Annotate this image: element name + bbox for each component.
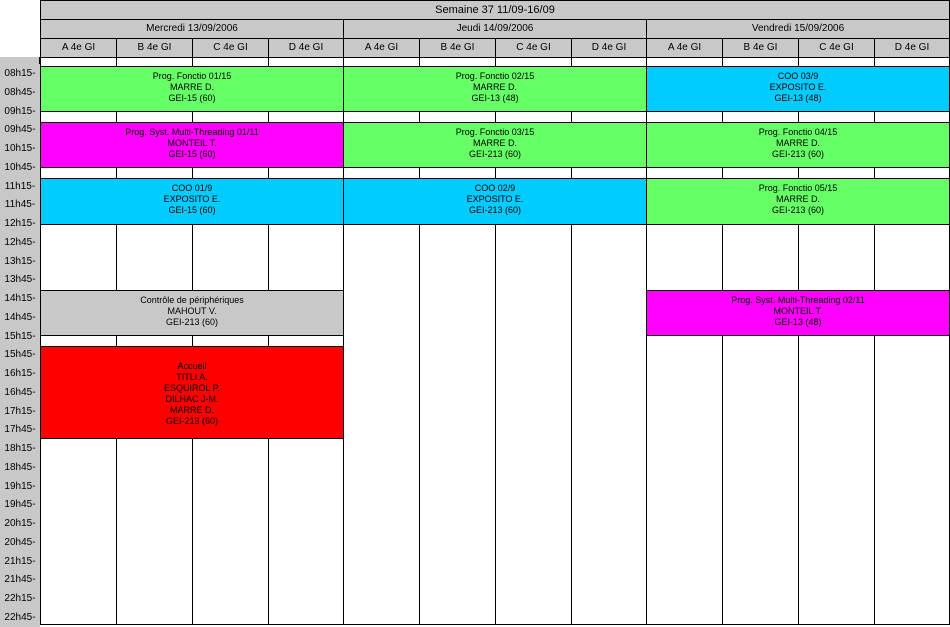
time-label: 22h45- (0, 608, 40, 627)
group-label: C 4e GI (516, 42, 551, 53)
group-header (798, 38, 875, 58)
day-label: Jeudi 14/09/2006 (456, 23, 534, 34)
course-title: COO 03/9 (777, 71, 819, 81)
time-label: 20h45- (0, 533, 40, 552)
course-block[interactable] (40, 290, 344, 336)
group-header (116, 38, 193, 58)
group-header (874, 38, 950, 58)
time-label: 17h15- (0, 402, 40, 421)
time-label: 14h15- (0, 289, 40, 308)
course-title: Prog. Fonctio 01/15 (152, 71, 232, 81)
course-detail: EXPOSITO E. (466, 194, 524, 204)
course-title: Contrôle de périphériques (140, 295, 244, 305)
time-label: 09h15- (0, 102, 40, 121)
course-detail: GEI-213 (60) (468, 205, 522, 215)
course-block[interactable] (40, 346, 344, 439)
time-label: 14h45- (0, 308, 40, 327)
day-label: Vendredi 15/09/2006 (751, 23, 845, 34)
course-detail: GEI-213 (60) (468, 149, 522, 159)
course-detail: MARRE D. (472, 138, 517, 148)
group-header (722, 38, 799, 58)
week-title: Semaine 37 11/09-16/09 (435, 4, 555, 16)
time-label: 12h15- (0, 214, 40, 233)
course-block[interactable] (343, 122, 647, 168)
group-header (268, 38, 344, 58)
course-detail: GEI-15 (60) (168, 149, 216, 159)
time-label: 19h15- (0, 477, 40, 496)
course-detail: DILHAC J-M. (165, 394, 219, 404)
course-detail: GEI-13 (48) (774, 93, 822, 103)
course-detail: MAHOUT V. (167, 306, 217, 316)
group-header (419, 38, 496, 58)
time-label: 13h45- (0, 270, 40, 289)
day-header-fri (646, 19, 950, 39)
course-detail: GEI-13 (48) (471, 93, 519, 103)
course-detail: GEI-213 (60) (771, 149, 825, 159)
group-header (343, 38, 420, 58)
time-label: 18h45- (0, 458, 40, 477)
course-detail: GEI-213 (60) (771, 205, 825, 215)
course-title: Prog. Syst. Multi-Threading 01/11 (125, 127, 259, 137)
course-block[interactable] (40, 122, 344, 168)
group-label: C 4e GI (819, 42, 854, 53)
course-detail: MARRE D. (775, 138, 820, 148)
group-label: A 4e GI (364, 42, 399, 53)
course-block[interactable] (40, 178, 344, 225)
day-label: Mercredi 13/09/2006 (146, 23, 238, 34)
group-label: A 4e GI (667, 42, 702, 53)
group-header (571, 38, 647, 58)
group-label: D 4e GI (591, 42, 627, 53)
group-header (192, 38, 269, 58)
course-detail: GEI-15 (60) (168, 205, 216, 215)
time-label: 08h45- (0, 83, 40, 102)
course-detail: MARRE D. (775, 194, 820, 204)
course-block[interactable] (40, 66, 344, 112)
group-label: B 4e GI (440, 42, 475, 53)
day-header-thu (343, 19, 647, 39)
course-detail: GEI-13 (48) (774, 317, 822, 327)
group-label: B 4e GI (137, 42, 172, 53)
group-label: D 4e GI (894, 42, 930, 53)
time-label: 10h45- (0, 158, 40, 177)
course-title: Prog. Syst. Multi-Threading 02/11 (731, 295, 865, 305)
course-detail: MARRE D. (169, 405, 214, 415)
course-title: Prog. Fonctio 02/15 (455, 71, 535, 81)
group-label: B 4e GI (743, 42, 778, 53)
time-label: 12h45- (0, 233, 40, 252)
group-header (646, 38, 723, 58)
group-label: A 4e GI (61, 42, 96, 53)
group-label: D 4e GI (288, 42, 324, 53)
course-detail: MONTEIL T. (773, 306, 823, 316)
time-label: 20h15- (0, 514, 40, 533)
time-label: 21h45- (0, 570, 40, 589)
time-label: 13h15- (0, 252, 40, 271)
time-label: 17h45- (0, 420, 40, 439)
course-detail: MARRE D. (169, 82, 214, 92)
group-header (40, 38, 117, 58)
course-title: Prog. Fonctio 03/15 (455, 127, 535, 137)
course-detail: GEI-213 (60) (165, 416, 219, 426)
time-label: 16h45- (0, 383, 40, 402)
time-label: 16h15- (0, 364, 40, 383)
time-label: 15h15- (0, 327, 40, 346)
course-detail: MARRE D. (472, 82, 517, 92)
course-block[interactable] (646, 122, 950, 168)
course-block[interactable] (343, 66, 647, 112)
time-label: 22h15- (0, 589, 40, 608)
course-detail: EXPOSITO E. (769, 82, 827, 92)
grid-row-line (40, 57, 950, 58)
course-title: COO 01/9 (171, 183, 213, 193)
time-label: 08h15- (0, 64, 40, 83)
group-header (495, 38, 572, 58)
course-title: Prog. Fonctio 05/15 (758, 183, 838, 193)
time-label: 15h45- (0, 345, 40, 364)
course-detail: ESQUIROL P. (163, 383, 221, 393)
course-title: Accueil (177, 361, 207, 371)
course-detail: EXPOSITO E. (163, 194, 221, 204)
course-title: Prog. Fonctio 04/15 (758, 127, 838, 137)
course-block[interactable] (646, 66, 950, 112)
time-label: 19h45- (0, 495, 40, 514)
course-block[interactable] (343, 178, 647, 225)
group-label: C 4e GI (213, 42, 248, 53)
course-block[interactable] (646, 178, 950, 225)
course-block[interactable] (646, 290, 950, 336)
time-label: 10h15- (0, 139, 40, 158)
day-header-wed (40, 19, 344, 39)
time-label: 21h15- (0, 552, 40, 571)
course-detail: GEI-15 (60) (168, 93, 216, 103)
course-detail: GEI-213 (60) (165, 317, 219, 327)
course-detail: TITLI A. (176, 372, 208, 382)
time-label: 11h15- (0, 177, 40, 196)
course-detail: MONTEIL T. (167, 138, 217, 148)
time-label: 18h15- (0, 439, 40, 458)
course-title: COO 02/9 (474, 183, 516, 193)
week-header (40, 0, 950, 20)
time-label: 09h45- (0, 120, 40, 139)
time-label: 11h45- (0, 195, 40, 214)
